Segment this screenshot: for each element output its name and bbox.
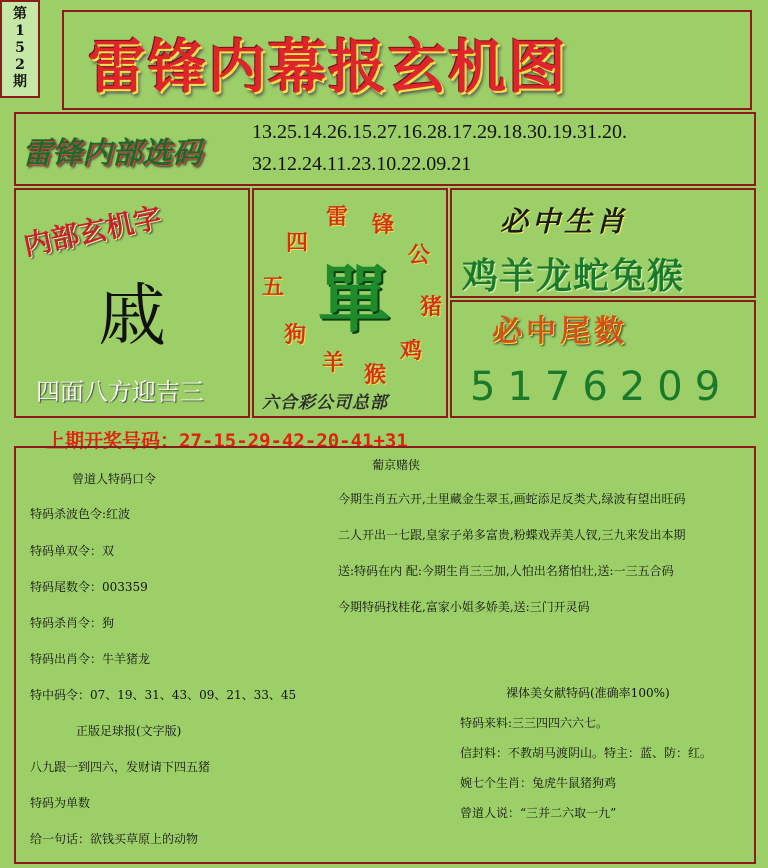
ring-char: 雷 [326,204,349,230]
numbers-line-2: 32.12.24.11.23.10.22.09.21 [252,153,472,175]
mystery-char-label: 内部玄机字 [20,200,165,263]
right-line: 曾道人说：“三并二六取一九” [460,806,617,820]
slogan: 四面八方迎吉三 [36,378,204,406]
ring-char: 猴 [364,362,387,388]
selected-numbers [252,116,742,180]
last-draw-result: 上期开奖号码：27-15-29-42-20-41+31 [46,430,408,452]
issue-char: 2 [15,57,25,73]
right-line: 送:特码在内 配:今期生肖三三加,人怕出名猪怕壮,送:一三五合码 [338,564,674,578]
left-line: 特中码令：07、19、31、43、09、21、33、45 [30,688,297,702]
ring-char: 四 [286,230,309,256]
right-line: 信封料：不教胡马渡阴山。特主：蓝、防：红。 [460,746,713,760]
tail-digits-title: 必中尾数 [492,314,628,349]
left-line: 特码尾数令：003359 [30,580,148,594]
selected-numbers-label: 雷锋内部选码 [22,136,202,171]
ring-char: 公 [408,242,431,268]
left-line: 特码单双令：双 [30,544,115,558]
right-line: 二人开出一七跟,皇家子弟多富贵,粉蝶戏弄美人钗,三九来发出本期 [338,528,686,542]
mystery-char: 戚 [98,277,167,356]
right-heading: 葡京赌侠 [372,458,421,472]
left-heading: 曾道人特码口令 [72,472,157,486]
right-line: 婉七个生肖：兔虎牛鼠猪狗鸡 [460,776,617,790]
numbers-line-1: 13.25.14.26.15.27.16.28.17.29.18.30.19.31.20. [252,121,627,143]
ring-char: 鸡 [400,338,423,364]
right-line: 今期特码找桂花,富家小姐多娇美,送:三门开灵码 [338,600,590,614]
page-title: 雷锋内幕报玄机图 [88,33,569,101]
single-char: 單 [318,257,391,342]
left-line: 特码为单数 [30,796,91,810]
zodiac-title: 必中生肖 [500,205,629,238]
issue-char: 第 [13,6,27,22]
ring-char: 羊 [322,350,345,376]
right-line: 特码来料:三三四四六六七。 [460,716,609,730]
left-line: 特码杀肖令：狗 [30,616,115,630]
left-line: 特码出肖令：牛羊猪龙 [30,652,151,666]
issue-char: 期 [13,74,27,90]
tail-digits: 5176209 [470,364,733,410]
company-footer: 六合彩公司总部 [262,393,388,413]
ring-char: 狗 [284,322,307,348]
left-subheading: 正版足球报(文字版) [76,724,182,738]
issue-char: 1 [15,23,25,39]
issue-number [0,0,40,98]
ring-char: 锋 [372,212,395,238]
ring-char: 猪 [420,294,443,320]
left-line: 八九跟一到四六，发财请下四五猪 [30,760,211,774]
issue-char: 5 [15,40,25,56]
right-line: 今期生肖五六开,土里藏金生翠玉,画蛇添足反类犬,绿波有望出旺码 [338,492,686,506]
zodiac-list: 鸡羊龙蛇兔猴 [462,255,685,297]
left-line: 给一句话：欲钱买草原上的动物 [30,832,199,846]
ring-char: 五 [262,274,285,300]
left-line: 特码杀波色令:红波 [30,507,131,521]
right-subheading: 裸体美女献特码(准确率100%) [506,686,670,700]
